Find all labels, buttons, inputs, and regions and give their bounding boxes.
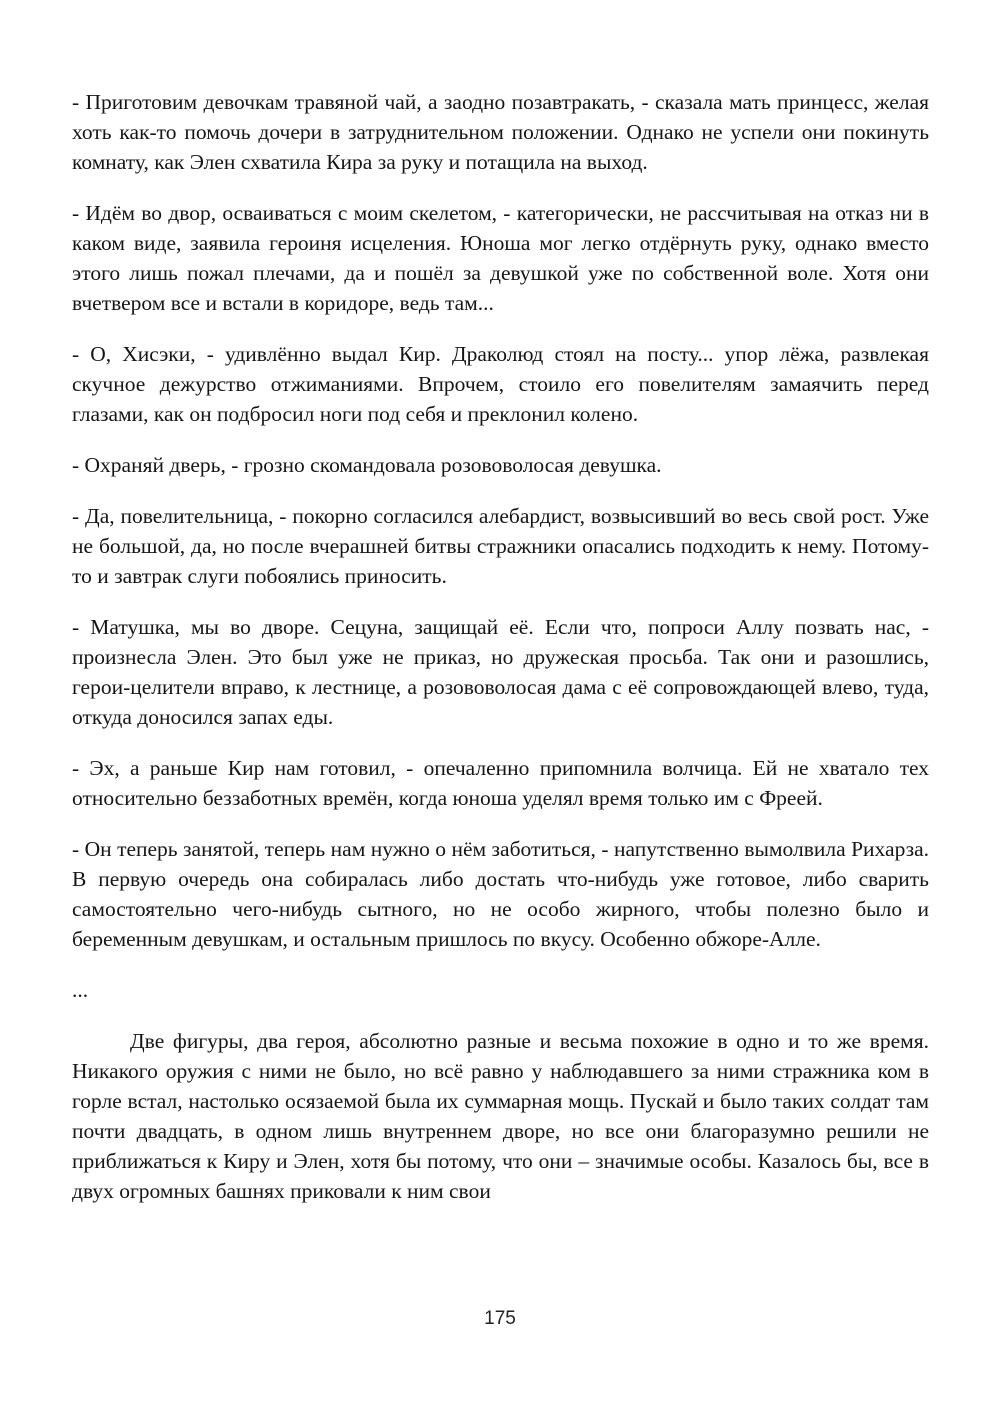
page-text-block <box>72 87 929 1227</box>
paragraph: - Да, повелительница, - покорно согласился алебардист, возвысивший во весь свой рост. Уже не большой, да, но после вчерашней битвы стражники опасались подходить к нему. Потому-то и завтрак слуги побоялись приносить. <box>72 504 929 588</box>
paragraph: - О, Хисэки, - удивлённо выдал Кир. Драколюд стоял на посту... упор лёжа, развлекая скучное дежурство отжиманиями. Впрочем, стоило его повелителям замаячить перед глазами, как он подбросил ноги под себя и преклонил колено. <box>72 342 929 426</box>
paragraph: - Он теперь занятой, теперь нам нужно о нём заботиться, - напутственно вымолвила Рихарза. В первую очередь она собиралась либо достать что-нибудь уже готовое, либо сварить самостоятельно чего-нибудь сытного, но не особо жирного, чтобы полезно было и беременным девушкам, и остальным пришлось по вкусу. Особенно обжоре-Алле. <box>72 837 929 951</box>
paragraph: - Приготовим девочкам травяной чай, а заодно позавтракать, - сказала мать принцесс, желая хоть как-то помочь дочери в затруднительном положении. Однако не успели они покинуть комнату, как Элен схватила Кира за руку и потащила на выход. <box>72 90 929 174</box>
paragraph: - Охраняй дверь, - грозно скомандовала розововолосая девушка. <box>72 453 662 477</box>
page-number: 175 <box>484 1308 516 1329</box>
ellipsis-separator: ... <box>72 978 89 1002</box>
paragraph: - Эх, а раньше Кир нам готовил, - опечаленно припомнила волчица. Ей не хватало тех относительно беззаботных времён, когда юноша уделял время только им с Фреей. <box>72 756 929 810</box>
paragraph: - Матушка, мы во дворе. Сецуна, защищай её. Если что, попроси Аллу позвать нас, - произнесла Элен. Это был уже не приказ, но дружеская просьба. Так они и разошлись, герои-целители вправо, к лестнице, а розововолосая дама с её сопровождающей влево, туда, откуда доносился запах еды. <box>72 615 929 729</box>
paragraph: - Идём во двор, осваиваться с моим скелетом, - категорически, не рассчитывая на отказ ни в каком виде, заявила героиня исцеления. Юноша мог легко отдёрнуть руку, однако вместо этого лишь пожал плечами, да и пошёл за девушкой уже по собственной воле. Хотя они вчетвером все и встали в коридоре, ведь там... <box>72 201 929 315</box>
paragraph: Две фигуры, два героя, абсолютно разные и весьма похожие в одно и то же время. Никакого оружия с ними не было, но всё равно у наблюдавшего за ними стражника ком в горле встал, настолько осязаемой была их суммарная мощь. Пускай и было таких солдат там почти двадцать, в одном лишь внутреннем дворе, но все они благоразумно решили не приближаться к Киру и Элен, хотя бы потому, что они – значимые особы. Казалось бы, все в двух огромных башнях приковали к ним свои <box>72 1029 929 1203</box>
